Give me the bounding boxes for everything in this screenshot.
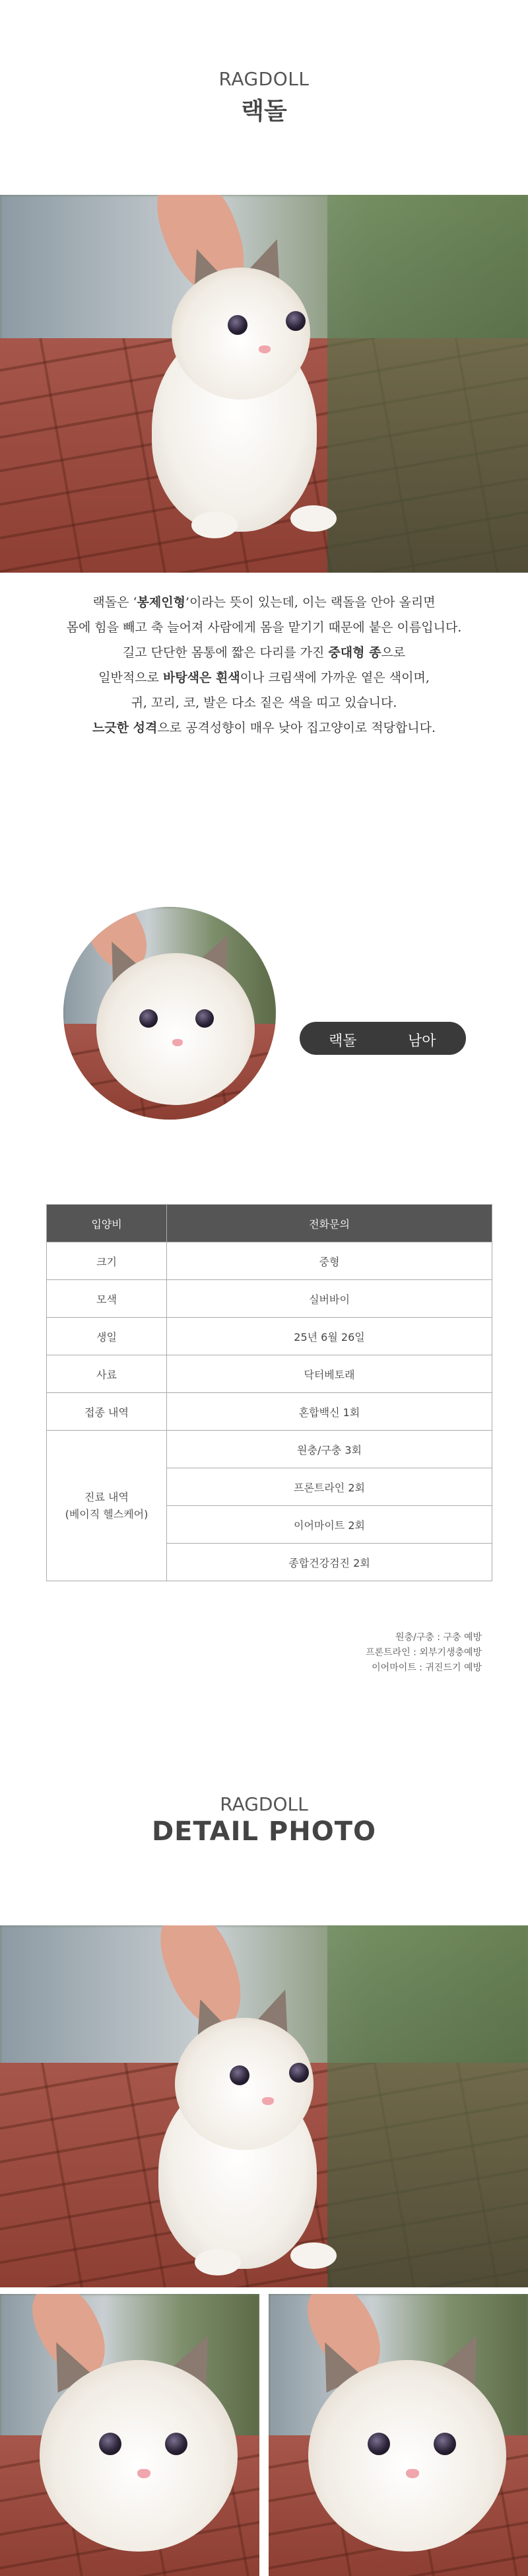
note-item: 원충/구충 : 구충 예방	[395, 1632, 482, 1643]
description-text: 으로 공격성향이 매우 낮아 집고양이로 적당합니다.	[157, 721, 436, 735]
description-text: 이나 크림색에 가까운 옅은 색이며,	[240, 670, 430, 685]
description-line	[0, 715, 528, 740]
table-header-row	[47, 1205, 492, 1242]
main-cat-photo	[0, 195, 528, 573]
table-row	[47, 1242, 492, 1280]
treatment-value: 프론트라인 2회	[167, 1468, 492, 1506]
detail-photo-large	[0, 1925, 528, 2287]
breed-sex-badge	[300, 1022, 466, 1055]
row-label: 생일	[47, 1318, 167, 1355]
treatment-value: 원충/구충 3회	[167, 1431, 492, 1468]
description-highlight: 중대형 종	[328, 645, 381, 660]
row-label: 사료	[47, 1355, 167, 1393]
sex-label: 남아	[408, 1033, 436, 1050]
table-row	[47, 1318, 492, 1355]
adoption-fee-label: 입양비	[47, 1205, 167, 1242]
row-label: 접종 내역	[47, 1393, 167, 1431]
table-row	[47, 1393, 492, 1431]
adoption-fee-value: 전화문의	[167, 1205, 492, 1242]
description-highlight: 바탕색은 흰색	[162, 670, 240, 685]
treatment-notes	[366, 1630, 482, 1676]
treatment-label	[47, 1431, 167, 1581]
description-highlight: 느긋한 성격	[92, 721, 158, 735]
table-row	[47, 1280, 492, 1318]
breed-label: 랙돌	[329, 1033, 357, 1050]
description-text: 귀, 꼬리, 코, 발은 다소 짙은 색을 띠고 있습니다.	[131, 696, 397, 710]
description-text: 으로	[381, 645, 406, 660]
description-text: 일반적으로	[98, 670, 163, 685]
treatment-value: 이어마이트 2회	[167, 1506, 492, 1544]
info-table	[46, 1204, 492, 1581]
note-item: 프론트라인 : 외부기생충예방	[366, 1647, 482, 1658]
description-text: 몸에 힘을 빼고 축 늘어져 사람에게 몸을 맡기기 때문에 붙은 이름입니다.	[66, 620, 462, 635]
detail-title-en: RAGDOLL	[220, 1793, 308, 1815]
treatment-label-line1: 진료 내역	[84, 1490, 129, 1503]
description-highlight: 봉제인형	[137, 595, 185, 610]
description-text: ’이라는 뜻이 있는데, 이는 랙돌을 안아 올리면	[185, 595, 436, 610]
header-title-en: RAGDOLL	[218, 68, 310, 90]
profile-cat-photo	[63, 907, 276, 1120]
treatment-value: 종합건강검진 2회	[167, 1544, 492, 1581]
row-value: 25년 6월 26일	[167, 1318, 492, 1355]
description-line	[0, 640, 528, 665]
table-row	[47, 1355, 492, 1393]
detail-photo-left	[0, 2294, 259, 2576]
header-title-ko: 랙돌	[241, 98, 287, 125]
description-line	[0, 590, 528, 615]
row-value: 중형	[167, 1242, 492, 1280]
note-item: 이어마이트 : 귀진드기 예방	[372, 1663, 482, 1673]
row-label: 모색	[47, 1280, 167, 1318]
description-text: 길고 단단한 몸통에 짧은 다리를 가진	[122, 645, 329, 660]
treatment-label-line2: (베이직 헬스케어)	[65, 1507, 148, 1521]
detail-photo-right	[269, 2294, 528, 2576]
description-line	[0, 665, 528, 690]
table-row	[47, 1431, 492, 1468]
breed-description	[0, 590, 528, 740]
row-value: 닥터베토래	[167, 1355, 492, 1393]
description-text: 랙돌은 ‘	[92, 595, 137, 610]
detail-title: DETAIL PHOTO	[151, 1816, 377, 1847]
description-line	[0, 615, 528, 640]
row-value: 혼합백신 1회	[167, 1393, 492, 1431]
row-label: 크기	[47, 1242, 167, 1280]
description-line	[0, 690, 528, 715]
row-value: 실버바이	[167, 1280, 492, 1318]
